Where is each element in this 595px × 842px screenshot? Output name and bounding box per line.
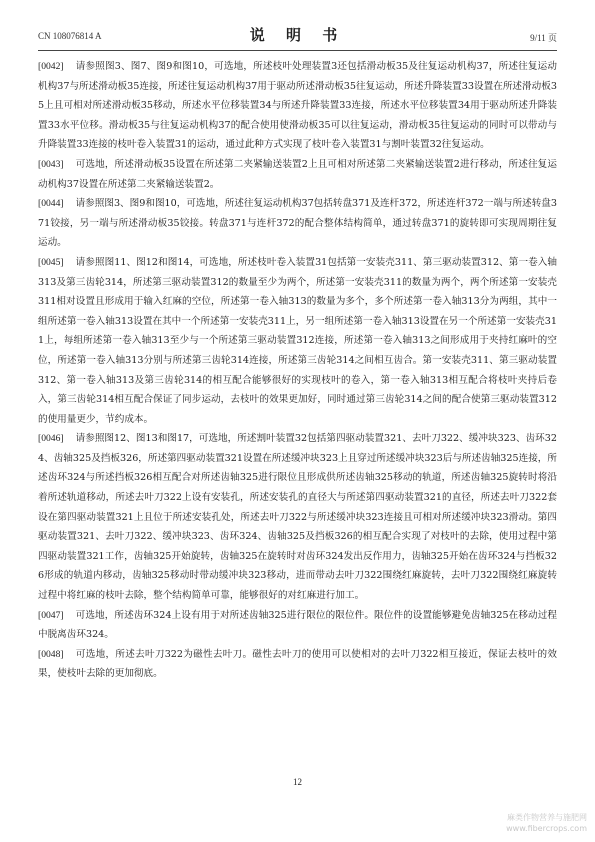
site-watermark bbox=[506, 812, 587, 834]
paragraph-number: [0048] bbox=[38, 648, 64, 660]
watermark-url: www.fibercrops.com bbox=[506, 824, 587, 833]
paragraph-text: 请参照图3、图7、图9和图10，可选地，所述枝叶处理装置3还包括滑动板35及往复运动机构37，所述往复运动机构37与所述滑动板35连接，所述往复运动机构37用于驱动所述滑动板35往复运动，所述升降装置33设置在所述滑动板35上且可相对所述滑动板35移动，所述水平位移装置34与所述升降装置33连接，所述水平位移装置34用于驱动所述升降装置33水平位移。滑动板35与往复运动机构37的配合使用使滑动板35可以往复运动，滑动板35往复运动的同时可以带动与升降装置33连接的枝叶卷入装置31的运动，通过此种方式实现了枝叶卷入装置31与割叶装置32往复运动。 bbox=[38, 61, 557, 151]
paragraph-number: [0044] bbox=[38, 198, 64, 210]
paragraph-text: 可选地，所述去叶刀322为磁性去叶刀。磁性去叶刀的使用可以使相对的去叶刀322相互接近，保证去枝叶的效果，使枝叶去除的更加彻底。 bbox=[38, 648, 557, 680]
paragraph-0043 bbox=[38, 155, 557, 194]
paragraph-text: 请参照图3、图9和图10，可选地，所述往复运动机构37包括转盘371及连杆372，所述连杆372一端与所述转盘371铰接，另一端与所述滑动板35铰接。转盘371与连杆372的配合整体结构简单，通过转盘371的旋转即可实现周期往复运动。 bbox=[38, 198, 557, 249]
paragraph-0044 bbox=[38, 194, 557, 253]
paragraph-text: 请参照图12、图13和图17，可选地，所述割叶装置32包括第四驱动装置321、去叶刀322、缓冲块323、齿环324、齿轴325及挡板326，所述第四驱动装置321设置在所述缓冲块323上且穿过所述缓冲块323后与所述齿轴325连接，所述齿环324与所述挡板326相互配合对所述齿轴325进行限位且形成供所述齿轴325移动的轨道，所述齿轴325旋转时将沿着所述轨道移动，所述去叶刀322上设有安装孔，所述安装孔的直径大与所述第四驱动装置321的直径，所述去叶刀322套设在第四驱动装置321上且位于所述安装孔处，所述去叶刀322与所述缓冲块323连接且可相对所述缓冲块323滑动。第四驱动装置321、去叶刀322、缓冲块323、齿环324、齿轴325及挡板326的相互配合实现了对枝叶的去除，使用过程中第四驱动装置321工作，齿轴325开始旋转，齿轴325在旋转时对齿环324发出反作用力，齿轴325开始在齿环324与挡板326形成的轨道内移动，齿轴325移动时带动缓冲块323移动，进而带动去叶刀322围绕红麻旋转，去叶刀322围绕红麻旋转过程中将红麻的枝叶去除，整个结构简单可靠，能够很好的对红麻进行加工。 bbox=[38, 433, 557, 602]
paragraph-number: [0046] bbox=[38, 433, 64, 445]
patent-number: CN 108076814 A bbox=[38, 31, 102, 41]
paragraph-number: [0043] bbox=[38, 158, 64, 170]
paragraph-0045 bbox=[38, 253, 557, 429]
paragraph-0042 bbox=[38, 57, 557, 155]
page-number: 12 bbox=[293, 777, 302, 787]
paragraph-number: [0042] bbox=[38, 61, 64, 72]
paragraph-number: [0047] bbox=[38, 609, 64, 621]
paragraph-text: 可选地，所述齿环324上设有用于对所述齿轴325进行限位的限位件。限位件的设置能够避免齿轴325在移动过程中脱离齿环324。 bbox=[38, 609, 557, 641]
paragraph-0048 bbox=[38, 645, 557, 684]
page-info: 9/11 页 bbox=[530, 33, 557, 43]
watermark-site-name: 麻类作物营养与施肥网 bbox=[507, 813, 587, 822]
document-body bbox=[38, 57, 557, 684]
paragraph-number: [0045] bbox=[38, 256, 64, 268]
paragraph-0046 bbox=[38, 429, 557, 605]
paragraph-0047 bbox=[38, 606, 557, 645]
header-divider bbox=[38, 50, 557, 51]
page-header bbox=[38, 24, 557, 46]
paragraph-text: 请参照图11、图12和图14，可选地，所述枝叶卷入装置31包括第一安装壳311、第三驱动装置312、第一卷入轴313及第三齿轮314，所述第三驱动装置312的数量至少为两个，所述第一安装壳311的数量为两个，两个所述第一安装壳311相对设置且形成用于输入红麻的空位，所述第一卷入轴313的数量为多个，多个所述第一卷入轴313分为两组，其中一组所述第一卷入轴313设置在其中一个所述第一安装壳311上，另一组所述第一卷入轴313设置在另一个所述第一安装壳311上，每组所述第一卷入轴313至少与一个所述第三驱动装置312连接，所述第一卷入轴313之间形成用于夹持红麻叶的空位，所述第一卷入轴313分别与所述第三齿轮314连接，所述第三齿轮314之间相互齿合。第一安装壳311、第三驱动装置312、第一卷入轴313及第三齿轮314的相互配合能够很好的实现枝叶的卷入，第一卷入轴313相互配合将枝叶夹持后卷入，第三齿轮314相互配合保证了同步运动，去枝叶的效果更加好，同时通过第三齿轮314之间的配合使第三驱动装置312的使用量更少，节约成本。 bbox=[38, 256, 557, 425]
paragraph-text: 可选地，所述滑动板35设置在所述第二夹紧输送装置2上且可相对所述第二夹紧输送装置2进行移动，所述往复运动机构37设置在所述第二夹紧输送装置2。 bbox=[38, 158, 557, 190]
document-title: 说 明 书 bbox=[249, 26, 346, 44]
